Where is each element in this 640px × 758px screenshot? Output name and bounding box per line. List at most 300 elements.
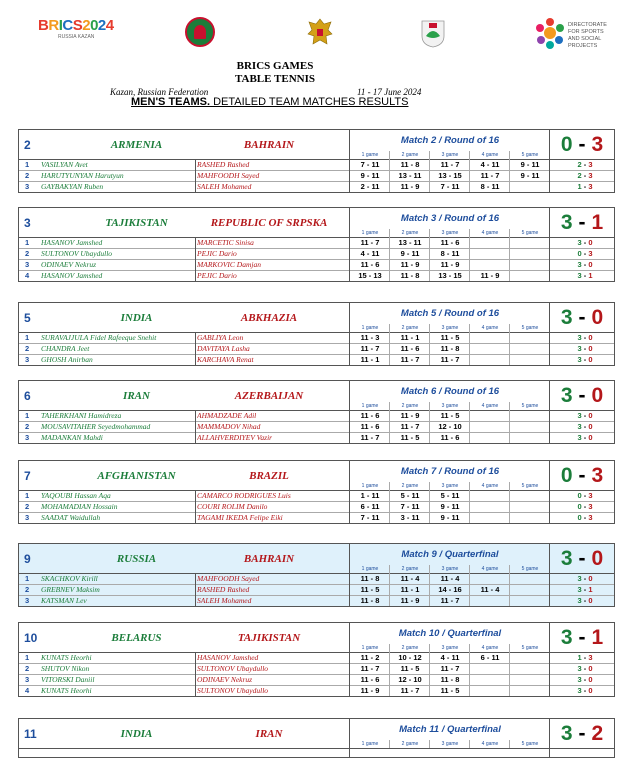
game-score: 11 - 7 — [360, 664, 380, 673]
team-b-name: BRAZIL — [249, 470, 289, 482]
player-a: VASILYAN Avet — [41, 160, 88, 169]
row-result: 3 - 0 — [577, 574, 593, 583]
row-result: 3 - 0 — [577, 675, 593, 684]
row-index: 4 — [25, 686, 30, 695]
table-row — [19, 271, 614, 281]
game-score: 9 - 11 — [360, 171, 380, 180]
table-row — [19, 344, 614, 355]
score-a: 3 — [560, 626, 573, 649]
team-a-name: RUSSIA — [116, 553, 157, 565]
row-result: 3 - 1 — [577, 271, 593, 280]
match-number: 6 — [24, 389, 31, 403]
score-a: 3 — [560, 547, 573, 570]
brics-logo-sub: RUSSIA KAZAN — [58, 34, 95, 40]
score-b: 3 — [591, 464, 604, 487]
game-header — [350, 402, 550, 410]
team-a-name: INDIA — [120, 312, 153, 324]
game-score: 9 - 11 — [520, 171, 540, 180]
game-score: 11 - 7 — [360, 238, 380, 247]
match-number: 3 — [24, 216, 31, 230]
game-score: 14 - 16 — [438, 585, 462, 594]
player-b: MAHFOODH Sayed — [197, 574, 260, 583]
game-label: 4 game — [481, 645, 499, 651]
game-score: 11 - 6 — [360, 411, 380, 420]
game-score: 11 - 5 — [440, 333, 460, 342]
player-b: SULTONOV Ubaydullo — [197, 664, 269, 673]
game-label: 1 game — [361, 325, 379, 331]
game-score: 4 - 11 — [360, 249, 380, 258]
player-b: HASANOV Jamshed — [197, 653, 259, 662]
team-b-name: BAHRAIN — [243, 139, 295, 151]
player-b: MARCETIC Sinisa — [197, 238, 254, 247]
subtitle-description: DETAILED TEAM MATCHES RESULTS — [210, 96, 409, 108]
team-a-name: AFGHANISTAN — [97, 470, 176, 482]
game-label: 2 game — [401, 741, 419, 747]
table-row — [19, 686, 614, 696]
game-score: 11 - 9 — [400, 182, 420, 191]
player-a: KUNATS Heorhi — [41, 653, 92, 662]
table-row — [19, 160, 614, 171]
table-row — [19, 664, 614, 675]
team-score: 0 - 3 — [560, 464, 604, 487]
game-score: 7 - 11 — [360, 160, 380, 169]
game-score: 12 - 10 — [398, 675, 422, 684]
match-title: Match 2 / Round of 16 — [400, 135, 500, 146]
match-block — [18, 129, 615, 193]
game-score: 7 - 11 — [360, 513, 380, 522]
game-score: 12 - 10 — [438, 422, 462, 431]
event-title: BRICS GAMES — [236, 60, 314, 72]
table-row — [19, 182, 614, 192]
game-label: 5 game — [521, 741, 539, 747]
row-result: 1 - 3 — [577, 182, 593, 191]
team-score: 3 - 0 — [560, 306, 604, 329]
game-score: 4 - 11 — [440, 653, 460, 662]
match-info — [349, 303, 550, 332]
row-result: 0 - 3 — [577, 513, 593, 522]
game-score: 11 - 5 — [360, 585, 380, 594]
match-number: 11 — [24, 727, 37, 741]
match-block — [18, 380, 615, 444]
game-score: 11 - 7 — [360, 344, 380, 353]
game-label: 3 game — [441, 152, 459, 158]
team-score: 3 - 1 — [560, 211, 604, 234]
team-b-name: AZERBAIJAN — [234, 390, 304, 402]
row-index: 2 — [25, 171, 30, 180]
game-score: 11 - 7 — [400, 686, 420, 695]
game-score: 11 - 5 — [400, 433, 420, 442]
game-score: 11 - 4 — [480, 585, 500, 594]
game-score: 11 - 3 — [360, 333, 380, 342]
game-score: 11 - 5 — [440, 411, 460, 420]
logo-bar — [0, 14, 640, 54]
player-a: GREBNEV Maksim — [41, 585, 100, 594]
player-a: CHANDRA Jeet — [41, 344, 90, 353]
game-score: 11 - 7 — [480, 171, 500, 180]
game-label: 3 game — [441, 566, 459, 572]
game-score: 11 - 5 — [400, 664, 420, 673]
table-row — [19, 596, 614, 606]
game-label: 5 game — [521, 403, 539, 409]
player-b: PEJIC Dario — [197, 271, 237, 280]
player-b: ODINAEV Nekruz — [197, 675, 253, 684]
player-b: CAMARCO RODRIGUES Luis — [197, 491, 291, 500]
score-a: 3 — [560, 306, 573, 329]
row-result: 0 - 3 — [577, 491, 593, 500]
game-score: 11 - 7 — [440, 596, 460, 605]
score-a: 3 — [560, 722, 573, 745]
brics-games-logo — [38, 17, 114, 50]
match-block — [18, 460, 615, 524]
game-label: 1 game — [361, 152, 379, 158]
game-score: 11 - 7 — [440, 160, 460, 169]
row-result: 0 - 3 — [577, 249, 593, 258]
table-row — [19, 574, 614, 585]
game-score: 8 - 11 — [440, 249, 460, 258]
game-header — [350, 151, 550, 159]
game-score: 11 - 9 — [400, 260, 420, 269]
table-row — [19, 653, 614, 664]
game-score: 11 - 9 — [400, 411, 420, 420]
player-a: TAHERKHANI Hamidreza — [41, 411, 122, 420]
game-label: 3 game — [441, 741, 459, 747]
game-score: 13 - 15 — [438, 171, 462, 180]
game-label: 3 game — [441, 645, 459, 651]
player-b: RASHED Rashed — [197, 585, 250, 594]
score-b: 2 — [591, 722, 604, 745]
game-score: 9 - 11 — [440, 502, 460, 511]
game-score: 7 - 11 — [400, 502, 420, 511]
score-a: 0 — [560, 133, 573, 156]
game-label: 2 game — [401, 230, 419, 236]
match-number: 9 — [24, 552, 31, 566]
game-label: 1 game — [361, 403, 379, 409]
game-score: 11 - 8 — [360, 596, 380, 605]
row-index: 3 — [25, 433, 30, 442]
player-b: TAGAMI IKEDA Felipe Eiki — [197, 513, 283, 522]
match-block — [18, 622, 615, 697]
row-result: 2 - 3 — [577, 160, 593, 169]
player-a: MOHAMADIAN Hossain — [41, 502, 118, 511]
row-index: 3 — [25, 355, 30, 364]
row-result: 3 - 0 — [577, 333, 593, 342]
match-block — [18, 718, 615, 758]
row-result: 3 - 0 — [577, 355, 593, 364]
match-title: Match 10 / Quarterfinal — [398, 628, 502, 639]
game-score: 11 - 7 — [400, 355, 420, 364]
player-a: MOUSAVITAHER Seyedmohammad — [41, 422, 151, 431]
player-a: ODINAEV Nekruz — [41, 260, 97, 269]
player-b: RASHED Rashed — [197, 160, 250, 169]
game-label: 3 game — [441, 325, 459, 331]
team-score: 3 - 0 — [560, 384, 604, 407]
player-b: DAVITAYA Lasha — [197, 344, 250, 353]
game-score: 11 - 6 — [360, 260, 380, 269]
game-score: 9 - 11 — [440, 513, 460, 522]
row-index: 3 — [25, 513, 30, 522]
team-score: 3 - 2 — [560, 722, 604, 745]
game-label: 5 game — [521, 645, 539, 651]
player-b: PEJIC Dario — [197, 249, 237, 258]
match-title: Match 3 / Round of 16 — [400, 213, 500, 224]
game-header — [350, 740, 550, 748]
match-info — [349, 623, 550, 652]
team-b-name: BAHRAIN — [243, 553, 295, 565]
game-label: 4 game — [481, 325, 499, 331]
directorate-logo — [534, 16, 634, 52]
row-index: 1 — [25, 238, 30, 247]
match-info — [349, 381, 550, 410]
row-index: 1 — [25, 574, 30, 583]
row-result: 3 - 0 — [577, 686, 593, 695]
match-title: Match 7 / Round of 16 — [400, 466, 500, 477]
player-a: MADANKAN Mahdi — [41, 433, 103, 442]
table-row — [19, 433, 614, 443]
row-result: 2 - 3 — [577, 171, 593, 180]
score-b: 1 — [591, 211, 604, 234]
game-label: 4 game — [481, 403, 499, 409]
game-label: 2 game — [401, 152, 419, 158]
player-a: HARUTYUNYAN Harutyun — [41, 171, 124, 180]
game-score: 11 - 2 — [360, 653, 380, 662]
row-index: 3 — [25, 182, 30, 191]
game-header — [350, 229, 550, 237]
game-label: 3 game — [441, 483, 459, 489]
table-row — [19, 585, 614, 596]
row-index: 1 — [25, 491, 30, 500]
player-b: ALLAHVERDIYEV Vazir — [197, 433, 273, 442]
player-a: SKACHKOV Kirill — [41, 574, 98, 583]
game-label: 5 game — [521, 325, 539, 331]
row-index: 3 — [25, 675, 30, 684]
score-b: 0 — [591, 547, 604, 570]
game-label: 4 game — [481, 483, 499, 489]
match-number: 5 — [24, 311, 31, 325]
game-label: 2 game — [401, 566, 419, 572]
game-score: 7 - 11 — [440, 182, 460, 191]
game-label: 1 game — [361, 230, 379, 236]
match-title: Match 5 / Round of 16 — [400, 308, 500, 319]
player-a: KUNATS Heorhi — [41, 686, 92, 695]
game-label: 1 game — [361, 741, 379, 747]
match-number: 10 — [24, 631, 38, 645]
game-score: 11 - 1 — [360, 355, 380, 364]
game-score: 11 - 8 — [440, 675, 460, 684]
row-index: 1 — [25, 653, 30, 662]
table-row — [19, 491, 614, 502]
team-b-name: TAJIKISTAN — [237, 632, 301, 644]
score-a: 3 — [560, 384, 573, 407]
table-row — [19, 171, 614, 182]
game-label: 5 game — [521, 566, 539, 572]
game-score: 11 - 8 — [400, 160, 420, 169]
russian-eagle-emblem-icon — [305, 16, 335, 50]
match-block — [18, 207, 615, 282]
match-block — [18, 302, 615, 366]
score-b: 3 — [591, 133, 604, 156]
match-block — [18, 543, 615, 607]
player-a: VITORSKI Daniil — [41, 675, 95, 684]
event-dates: 11 - 17 June 2024 — [357, 87, 422, 97]
team-b-name: REPUBLIC OF SRPSKA — [210, 217, 328, 229]
tatarstan-emblem-icon — [185, 17, 215, 47]
row-index: 2 — [25, 664, 30, 673]
team-score: 0 - 3 — [560, 133, 604, 156]
game-score: 11 - 6 — [360, 422, 380, 431]
team-a-name: TAJIKISTAN — [105, 217, 168, 229]
row-index: 1 — [25, 160, 30, 169]
game-label: 1 game — [361, 645, 379, 651]
score-a: 0 — [560, 464, 573, 487]
player-a: SULTONOV Ubaydullo — [41, 249, 113, 258]
match-info — [349, 130, 550, 159]
game-label: 4 game — [481, 230, 499, 236]
row-result: 3 - 0 — [577, 596, 593, 605]
team-a-name: IRAN — [123, 390, 150, 402]
game-label: 4 game — [481, 741, 499, 747]
score-b: 1 — [591, 626, 604, 649]
game-score: 13 - 15 — [438, 271, 462, 280]
team-score: 3 - 0 — [560, 547, 604, 570]
team-b-name: IRAN — [255, 728, 283, 740]
player-a: GHOSH Anirban — [41, 355, 93, 364]
game-label: 5 game — [521, 483, 539, 489]
score-b: 0 — [591, 306, 604, 329]
table-row — [19, 513, 614, 523]
player-a: HASANOV Jamshed — [41, 238, 103, 247]
game-score: 11 - 8 — [440, 344, 460, 353]
row-index: 3 — [25, 260, 30, 269]
game-score: 6 - 11 — [480, 653, 500, 662]
game-score: 9 - 11 — [520, 160, 540, 169]
match-title: Match 11 / Quarterfinal — [399, 724, 501, 735]
subtitle-event: MEN'S TEAMS. — [131, 96, 211, 108]
game-score: 11 - 9 — [440, 260, 460, 269]
game-score: 13 - 11 — [398, 171, 422, 180]
player-b: MARKOVIC Damjan — [197, 260, 261, 269]
player-b: SALEH Mohamed — [197, 182, 252, 191]
player-b: KARCHAVA Renat — [197, 355, 254, 364]
row-result: 3 - 0 — [577, 260, 593, 269]
game-score: 11 - 6 — [440, 433, 460, 442]
table-row — [19, 355, 614, 365]
game-score: 8 - 11 — [480, 182, 500, 191]
game-score: 11 - 1 — [400, 333, 420, 342]
row-result: 1 - 3 — [577, 653, 593, 662]
event-location: Kazan, Russian Federation — [110, 87, 209, 97]
row-result: 3 - 0 — [577, 664, 593, 673]
game-label: 3 game — [441, 403, 459, 409]
game-score: 11 - 9 — [480, 271, 500, 280]
game-score: 11 - 9 — [400, 596, 420, 605]
game-score: 13 - 11 — [398, 238, 422, 247]
row-index: 2 — [25, 249, 30, 258]
game-score: 11 - 7 — [440, 355, 460, 364]
team-score: 3 - 1 — [560, 626, 604, 649]
row-index: 4 — [25, 271, 30, 280]
row-result: 3 - 0 — [577, 433, 593, 442]
game-score: 11 - 8 — [360, 574, 380, 583]
row-result: 3 - 0 — [577, 238, 593, 247]
game-score: 11 - 7 — [360, 433, 380, 442]
team-a-name: BELARUS — [111, 632, 162, 644]
match-title: Match 6 / Round of 16 — [400, 386, 500, 397]
game-score: 11 - 7 — [400, 422, 420, 431]
game-header — [350, 565, 550, 573]
row-index: 2 — [25, 585, 30, 594]
row-result: 3 - 1 — [577, 585, 593, 594]
game-score: 11 - 1 — [400, 585, 420, 594]
brics-logo-text: BRICS2024 — [38, 17, 114, 34]
table-row — [19, 675, 614, 686]
game-score: 4 - 11 — [480, 160, 500, 169]
player-b: GABLIYA Leon — [197, 333, 244, 342]
row-index: 2 — [25, 344, 30, 353]
player-b: MAMMADOV Nihad — [197, 422, 261, 431]
team-a-name: ARMENIA — [110, 139, 163, 151]
game-score: 15 - 13 — [358, 271, 382, 280]
game-label: 2 game — [401, 325, 419, 331]
game-score: 11 - 4 — [440, 574, 460, 583]
game-score: 11 - 9 — [360, 686, 380, 695]
row-result: 3 - 0 — [577, 422, 593, 431]
player-b: AHMADZADE Adil — [197, 411, 257, 420]
game-header — [350, 482, 550, 490]
player-a: SURAVAJJULA Fidel Rafeeque Snehit — [41, 333, 157, 342]
player-b: SULTONOV Ubaydullo — [197, 686, 269, 695]
table-row — [19, 411, 614, 422]
player-a: HASANOV Jamshed — [41, 271, 103, 280]
player-b: COURI ROLIM Danilo — [197, 502, 268, 511]
game-score: 2 - 11 — [360, 182, 380, 191]
table-row — [19, 502, 614, 513]
game-label: 1 game — [361, 483, 379, 489]
game-score: 11 - 7 — [440, 664, 460, 673]
table-row — [19, 333, 614, 344]
player-a: GAYBAKYAN Ruben — [41, 182, 104, 191]
game-label: 3 game — [441, 230, 459, 236]
game-label: 5 game — [521, 230, 539, 236]
table-row — [19, 249, 614, 260]
player-a: KATSMAN Lev — [41, 596, 87, 605]
row-index: 1 — [25, 411, 30, 420]
game-score: 11 - 8 — [400, 271, 420, 280]
row-result: 0 - 3 — [577, 502, 593, 511]
game-score: 1 - 11 — [360, 491, 380, 500]
game-score: 11 - 6 — [360, 675, 380, 684]
game-score: 5 - 11 — [440, 491, 460, 500]
row-index: 2 — [25, 422, 30, 431]
row-index: 1 — [25, 333, 30, 342]
game-score: 11 - 6 — [440, 238, 460, 247]
game-score: 10 - 12 — [398, 653, 422, 662]
directorate-text: DIRECTORATE FOR SPORTS AND SOCIAL PROJECTS — [568, 22, 607, 49]
game-label: 1 game — [361, 566, 379, 572]
team-b-name: ABKHAZIA — [240, 312, 298, 324]
game-score: 6 - 11 — [360, 502, 380, 511]
row-result: 3 - 0 — [577, 411, 593, 420]
row-index: 3 — [25, 596, 30, 605]
sport-title: TABLE TENNIS — [235, 73, 315, 85]
table-row — [19, 260, 614, 271]
player-a: SHUTOV Nikon — [41, 664, 90, 673]
player-b: SALEH Mohamed — [197, 596, 252, 605]
match-info — [349, 461, 550, 490]
game-header — [350, 324, 550, 332]
game-score: 11 - 4 — [400, 574, 420, 583]
table-row — [19, 422, 614, 433]
row-result: 3 - 0 — [577, 344, 593, 353]
